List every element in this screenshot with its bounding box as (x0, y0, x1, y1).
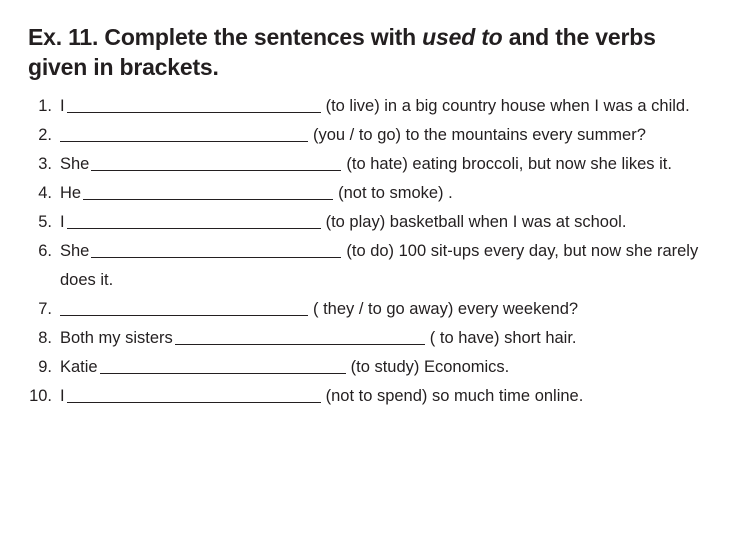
title-text-end: and the verbs (502, 24, 656, 50)
answer-blank[interactable] (67, 385, 321, 403)
exercise-title-line-2: given in brackets. (28, 54, 219, 80)
item-hint: ( to have) short hair. (429, 329, 577, 347)
answer-blank[interactable] (91, 240, 341, 258)
exercise-title-line-1 (28, 22, 728, 52)
exercise-item-4 (0, 179, 750, 208)
answer-blank[interactable] (100, 356, 346, 374)
exercise-item-3 (0, 150, 750, 179)
answer-blank[interactable] (67, 95, 321, 113)
item-hint: (to hate) eating broccoli, but now she likes it. (346, 155, 672, 173)
item-hint: (to play) basketball when I was at school. (325, 213, 627, 231)
item-subject: Both my sisters (60, 329, 173, 347)
item-hint: (not to spend) so much time online. (325, 387, 584, 405)
item-number: 6. (38, 242, 52, 260)
item-subject: I (60, 213, 65, 231)
item-subject: She (60, 155, 90, 173)
exercise-item-2 (0, 121, 750, 150)
item-number: 5. (38, 213, 52, 231)
answer-blank[interactable] (67, 211, 321, 229)
item-number: 10. (29, 387, 52, 405)
exercise-item-5 (0, 208, 750, 237)
item-subject: She (60, 242, 90, 260)
item-number: 9. (38, 358, 52, 376)
item-number: 7. (38, 300, 52, 318)
exercise-item-6-continuation (0, 266, 750, 295)
exercise-item-7 (0, 295, 750, 324)
title-text-emphasis: used to (422, 24, 503, 50)
item-subject: Katie (60, 358, 98, 376)
item-hint: (to live) in a big country house when I was a child. (325, 97, 690, 115)
item-subject: I (60, 97, 65, 115)
item-subject: I (60, 387, 65, 405)
exercise-item-9 (0, 353, 750, 382)
item-number: 3. (38, 155, 52, 173)
exercise-item-1 (0, 92, 750, 121)
item-continuation: does it. (60, 271, 114, 289)
exercise-title (28, 22, 728, 82)
exercise-item-10 (0, 382, 750, 411)
item-hint: (you / to go) to the mountains every summer? (313, 126, 646, 144)
answer-blank[interactable] (83, 182, 333, 200)
title-text-start: Ex. 11. Complete the sentences with (28, 24, 423, 50)
item-subject: He (60, 184, 82, 202)
item-hint: (not to smoke) . (338, 184, 453, 202)
answer-blank[interactable] (60, 124, 308, 142)
exercise-list (0, 92, 750, 411)
item-hint: (to study) Economics. (350, 358, 510, 376)
item-number: 4. (38, 184, 52, 202)
item-hint: (to do) 100 sit-ups every day, but now she rarely (346, 242, 699, 260)
exercise-item-6 (0, 237, 750, 266)
exercise-item-8 (0, 324, 750, 353)
item-number: 8. (38, 329, 52, 347)
answer-blank[interactable] (175, 327, 425, 345)
item-hint: ( they / to go away) every weekend? (313, 300, 579, 318)
answer-blank[interactable] (91, 153, 341, 171)
item-number: 2. (38, 126, 52, 144)
item-number: 1. (38, 97, 52, 115)
answer-blank[interactable] (60, 298, 308, 316)
